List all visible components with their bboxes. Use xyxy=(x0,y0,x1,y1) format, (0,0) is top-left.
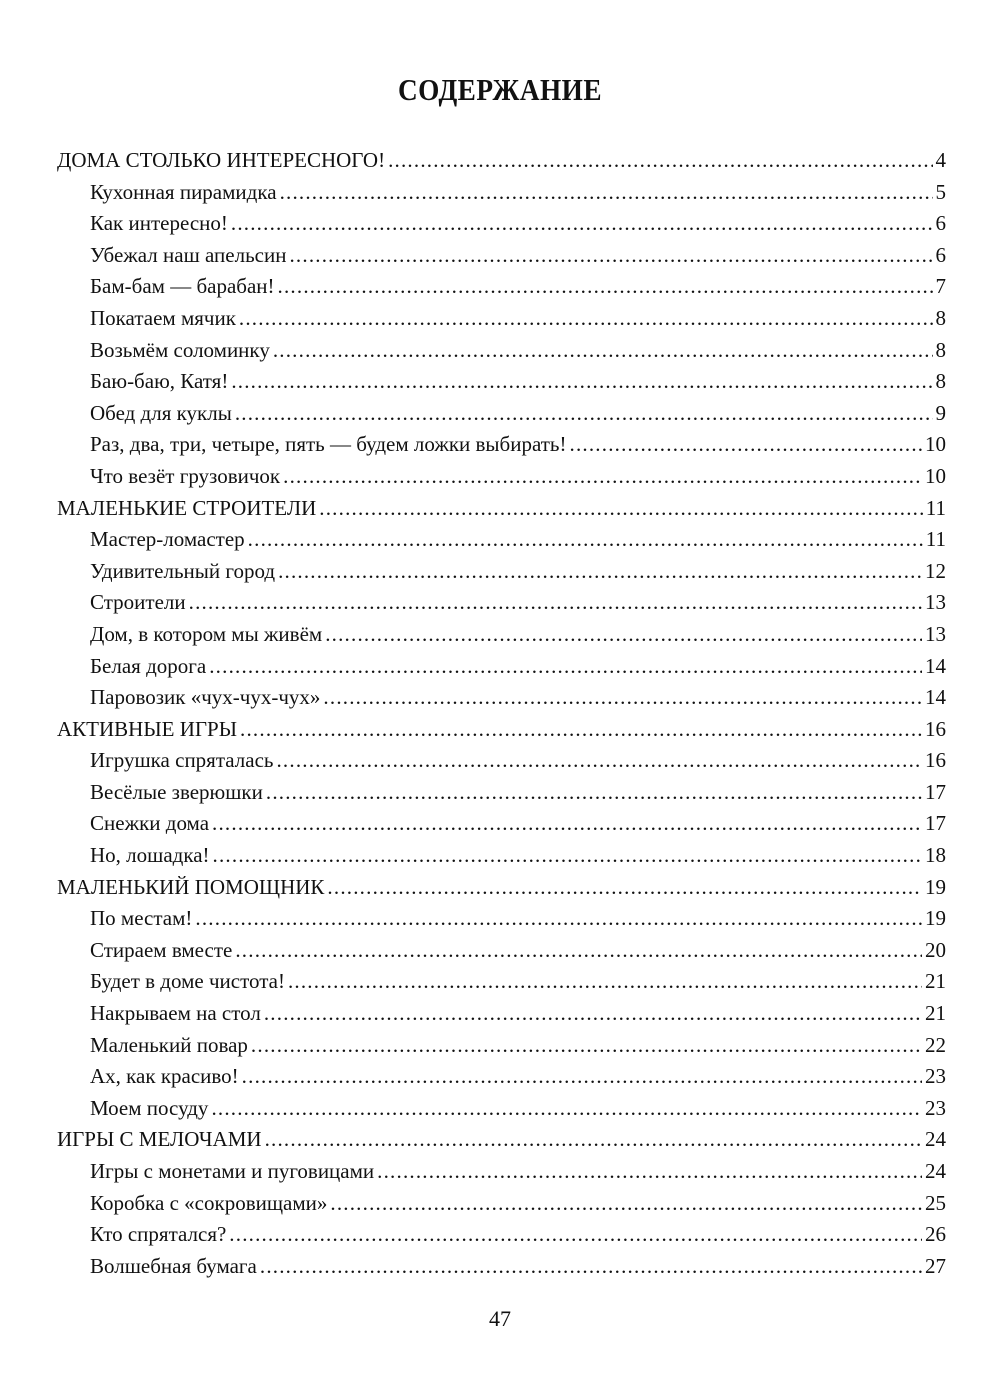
dot-leader xyxy=(248,524,923,556)
dot-leader xyxy=(209,651,922,683)
toc-entry-page: 6 xyxy=(935,211,946,236)
toc-section-entry[interactable] xyxy=(57,145,946,177)
toc-entry-page: 4 xyxy=(935,148,946,172)
toc-entry-page: 20 xyxy=(925,937,946,962)
toc-entry-page: 10 xyxy=(925,432,946,457)
dot-leader xyxy=(264,998,922,1030)
toc-entry-title: МАЛЕНЬКИЕ СТРОИТЕЛИ xyxy=(57,495,317,520)
toc-entry[interactable] xyxy=(57,966,946,998)
dot-leader xyxy=(278,556,922,588)
dot-leader xyxy=(330,1188,922,1220)
toc-entry[interactable] xyxy=(57,177,946,209)
dot-leader xyxy=(231,366,932,398)
toc-entry[interactable] xyxy=(57,1030,946,1062)
toc-entry-title: Дом, в котором мы живём xyxy=(90,621,323,646)
toc-entry-page: 23 xyxy=(925,1095,946,1120)
dot-leader xyxy=(323,682,922,714)
toc-entry[interactable] xyxy=(57,682,946,714)
toc-entry[interactable] xyxy=(57,1061,946,1093)
toc-entry-title: Кто спрятался? xyxy=(90,1222,227,1247)
toc-entry-page: 21 xyxy=(925,1001,946,1026)
dot-leader xyxy=(273,335,933,367)
toc-entry-title: Игры с монетами и пуговицами xyxy=(90,1159,375,1183)
dot-leader xyxy=(260,1251,922,1283)
toc-entry-page: 13 xyxy=(925,621,946,646)
dot-leader xyxy=(211,1093,922,1125)
toc-entry[interactable] xyxy=(57,651,946,683)
toc-entry-page: 11 xyxy=(925,495,946,520)
dot-leader xyxy=(231,208,933,240)
toc-entry[interactable] xyxy=(57,271,946,303)
page-number: 47 xyxy=(489,1306,511,1331)
toc-entry-title: Как интересно! xyxy=(90,211,228,236)
dot-leader xyxy=(276,745,922,777)
toc-entry-title: Белая дорога xyxy=(90,653,207,678)
dot-leader xyxy=(325,619,922,651)
dot-leader xyxy=(280,177,933,209)
toc-entry[interactable] xyxy=(57,903,946,935)
toc-entry-title: Маленький повар xyxy=(90,1032,248,1057)
toc-entry-page: 16 xyxy=(925,716,946,741)
toc-entry-title: ДОМА СТОЛЬКО ИНТЕРЕСНОГО! xyxy=(57,148,386,172)
toc-entry-title: Снежки дома xyxy=(90,811,210,836)
toc-entry-title: Будет в доме чистота! xyxy=(90,969,285,994)
toc-entry-page: 8 xyxy=(935,369,946,394)
toc-entry-page: 14 xyxy=(925,685,946,710)
dot-leader xyxy=(319,493,922,525)
toc-entry-page: 12 xyxy=(925,558,946,583)
toc-entry-title: МАЛЕНЬКИЙ ПОМОЩНИК xyxy=(57,874,325,899)
dot-leader xyxy=(242,1061,922,1093)
dot-leader xyxy=(213,840,922,872)
toc-entry-page: 14 xyxy=(925,653,946,678)
toc-entry-title: Возьмём соломинку xyxy=(90,337,270,362)
toc-entry[interactable] xyxy=(57,1188,946,1220)
toc-entry-page: 18 xyxy=(925,843,946,868)
toc-entry-title: Весёлые зверюшки xyxy=(90,779,263,804)
toc-entry[interactable] xyxy=(57,1093,946,1125)
toc-entry-title: Раз, два, три, четыре, пять — будем ложки выбирать! xyxy=(90,432,567,457)
toc-entry[interactable] xyxy=(57,935,946,967)
toc-entry-title: Накрываем на стол xyxy=(90,1001,261,1026)
toc-entry-title: По местам! xyxy=(90,906,193,931)
toc-entry-title: Волшебная бумага xyxy=(90,1253,257,1278)
toc-entry-title: Игрушка спряталась xyxy=(90,748,274,773)
toc-entry-page: 19 xyxy=(925,874,946,899)
dot-leader xyxy=(388,145,932,177)
dot-leader xyxy=(289,240,932,272)
toc-entry[interactable] xyxy=(57,335,946,367)
toc-entry-page: 24 xyxy=(925,1159,946,1183)
toc-entry[interactable] xyxy=(57,808,946,840)
toc-entry-title: Паровозик «чух-чух-чух» xyxy=(90,685,321,710)
toc-entry-page: 17 xyxy=(925,811,946,836)
toc-entry[interactable] xyxy=(57,461,946,493)
dot-leader xyxy=(327,872,922,904)
dot-leader xyxy=(195,903,922,935)
toc-entry[interactable] xyxy=(57,240,946,272)
toc-entry-page: 9 xyxy=(935,400,946,425)
toc-entry-title: Коробка с «сокровищами» xyxy=(90,1190,328,1215)
table-of-contents xyxy=(57,145,946,1282)
toc-entry[interactable] xyxy=(57,303,946,335)
toc-entry-page: 5 xyxy=(935,179,946,204)
toc-section-entry[interactable] xyxy=(57,493,946,525)
toc-entry-page: 22 xyxy=(925,1032,946,1057)
dot-leader xyxy=(229,1219,922,1251)
toc-entry[interactable] xyxy=(57,619,946,651)
toc-entry-page: 21 xyxy=(925,969,946,994)
toc-entry-page: 25 xyxy=(925,1190,946,1215)
page-title: СОДЕРЖАНИЕ xyxy=(398,72,602,107)
dot-leader xyxy=(235,398,933,430)
toc-section-entry[interactable] xyxy=(57,1124,946,1156)
toc-entry-page: 27 xyxy=(925,1253,946,1278)
toc-entry-page: 11 xyxy=(925,527,946,552)
toc-entry[interactable] xyxy=(57,1156,946,1188)
toc-entry-title: Стираем вместе xyxy=(90,937,233,962)
toc-entry-title: Убежал наш апельсин xyxy=(90,242,287,267)
toc-entry-title: Что везёт грузовичок xyxy=(90,463,281,488)
toc-entry-page: 24 xyxy=(925,1127,946,1152)
dot-leader xyxy=(189,587,922,619)
toc-entry-title: АКТИВНЫЕ ИГРЫ xyxy=(57,716,238,741)
toc-entry-title: Удивительный город xyxy=(90,558,276,583)
dot-leader xyxy=(288,966,922,998)
dot-leader xyxy=(570,429,923,461)
toc-entry-title: Моем посуду xyxy=(90,1095,209,1120)
toc-entry-title: Покатаем мячик xyxy=(90,305,236,330)
toc-entry[interactable] xyxy=(57,840,946,872)
toc-entry-title: Но, лошадка! xyxy=(90,843,210,868)
toc-entry-page: 17 xyxy=(925,779,946,804)
toc-entry-title: Ах, как красиво! xyxy=(90,1064,239,1089)
toc-entry[interactable] xyxy=(57,777,946,809)
toc-entry-page: 8 xyxy=(935,305,946,330)
toc-entry-title: ИГРЫ С МЕЛОЧАМИ xyxy=(57,1127,262,1152)
dot-leader xyxy=(265,1124,922,1156)
toc-entry[interactable] xyxy=(57,366,946,398)
toc-entry[interactable] xyxy=(57,998,946,1030)
toc-entry[interactable] xyxy=(57,556,946,588)
toc-entry[interactable] xyxy=(57,429,946,461)
toc-entry-page: 19 xyxy=(925,906,946,931)
dot-leader xyxy=(278,271,933,303)
toc-entry-title: Кухонная пирамидка xyxy=(90,179,277,204)
toc-entry-title: Строители xyxy=(90,590,186,615)
toc-entry-page: 6 xyxy=(935,242,946,267)
toc-entry[interactable] xyxy=(57,1219,946,1251)
toc-entry[interactable] xyxy=(57,208,946,240)
toc-entry[interactable] xyxy=(57,587,946,619)
dot-leader xyxy=(239,303,933,335)
dot-leader xyxy=(235,935,922,967)
toc-entry[interactable] xyxy=(57,1251,946,1283)
toc-section-entry[interactable] xyxy=(57,714,946,746)
dot-leader xyxy=(377,1156,922,1188)
dot-leader xyxy=(283,461,922,493)
toc-entry[interactable] xyxy=(57,745,946,777)
toc-entry-page: 26 xyxy=(925,1222,946,1247)
dot-leader xyxy=(212,808,922,840)
toc-entry-page: 23 xyxy=(925,1064,946,1089)
dot-leader xyxy=(240,714,922,746)
dot-leader xyxy=(251,1030,922,1062)
toc-entry-page: 10 xyxy=(925,463,946,488)
toc-entry[interactable] xyxy=(57,524,946,556)
toc-entry-title: Баю-баю, Катя! xyxy=(90,369,229,394)
toc-entry-page: 13 xyxy=(925,590,946,615)
toc-section-entry[interactable] xyxy=(57,872,946,904)
toc-entry-page: 7 xyxy=(935,274,946,299)
toc-entry-page: 8 xyxy=(935,337,946,362)
toc-entry-title: Бам-бам — барабан! xyxy=(90,274,275,299)
dot-leader xyxy=(266,777,922,809)
toc-entry[interactable] xyxy=(57,398,946,430)
toc-entry-title: Обед для куклы xyxy=(90,400,232,425)
toc-entry-page: 16 xyxy=(925,748,946,773)
toc-entry-title: Мастер-ломастер xyxy=(90,527,245,552)
